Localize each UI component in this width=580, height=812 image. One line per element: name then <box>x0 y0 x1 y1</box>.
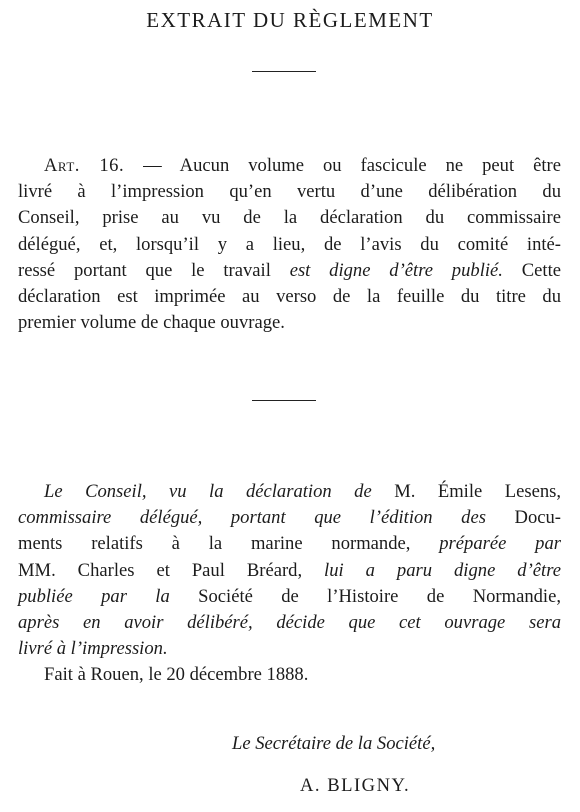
signatory-name: A. BLIGNY. <box>300 775 411 796</box>
decision-line-5: publiée par la Société de l’Histoire de Normandie, <box>18 585 561 607</box>
date-line: Fait à Rouen, le 20 décembre 1888. <box>44 664 309 686</box>
decision-line-3: ments relatifs à la marine normande, préparée par <box>18 533 562 555</box>
article-line-2: livré à l’impression qu’en vertu d’une délibération du <box>18 181 561 203</box>
decision-line-7: livré à l’impression. <box>18 638 168 660</box>
decision-line-2: commissaire délégué, portant que l’édition des Docu- <box>18 507 561 529</box>
separator-rule-middle <box>252 400 316 401</box>
decision-line-4: MM. Charles et Paul Bréard, lui a paru digne d’être <box>18 559 561 581</box>
separator-rule-top <box>252 71 316 72</box>
decision-line-6: après en avoir délibéré, décide que cet ouvrage sera <box>18 612 561 634</box>
signatory-title: Le Secrétaire de la Société, <box>232 733 436 754</box>
article-label: Art. 16. <box>44 155 125 176</box>
page-title: EXTRAIT DU RÈGLEMENT <box>146 8 434 32</box>
article-line-3: Conseil, prise au vu de la déclaration du commissaire <box>18 207 561 229</box>
article-line-6: déclaration est imprimée au verso de la feuille du titre du <box>18 286 561 308</box>
article-line-4: délégué, et, lorsqu’il y a lieu, de l’avis du comité inté- <box>18 233 561 255</box>
article-16-paragraph <box>18 153 561 336</box>
council-decision-paragraph <box>18 479 561 689</box>
article-line-5: ressé portant que le travail est digne d’être publié. Cette <box>18 259 561 281</box>
article-line-1: Art. 16. — Aucun volume ou fascicule ne peut être <box>44 155 561 176</box>
article-line-7: premier volume de chaque ouvrage. <box>18 312 285 334</box>
decision-line-1: Le Conseil, vu la déclaration de M. Émile Lesens, <box>44 481 562 502</box>
